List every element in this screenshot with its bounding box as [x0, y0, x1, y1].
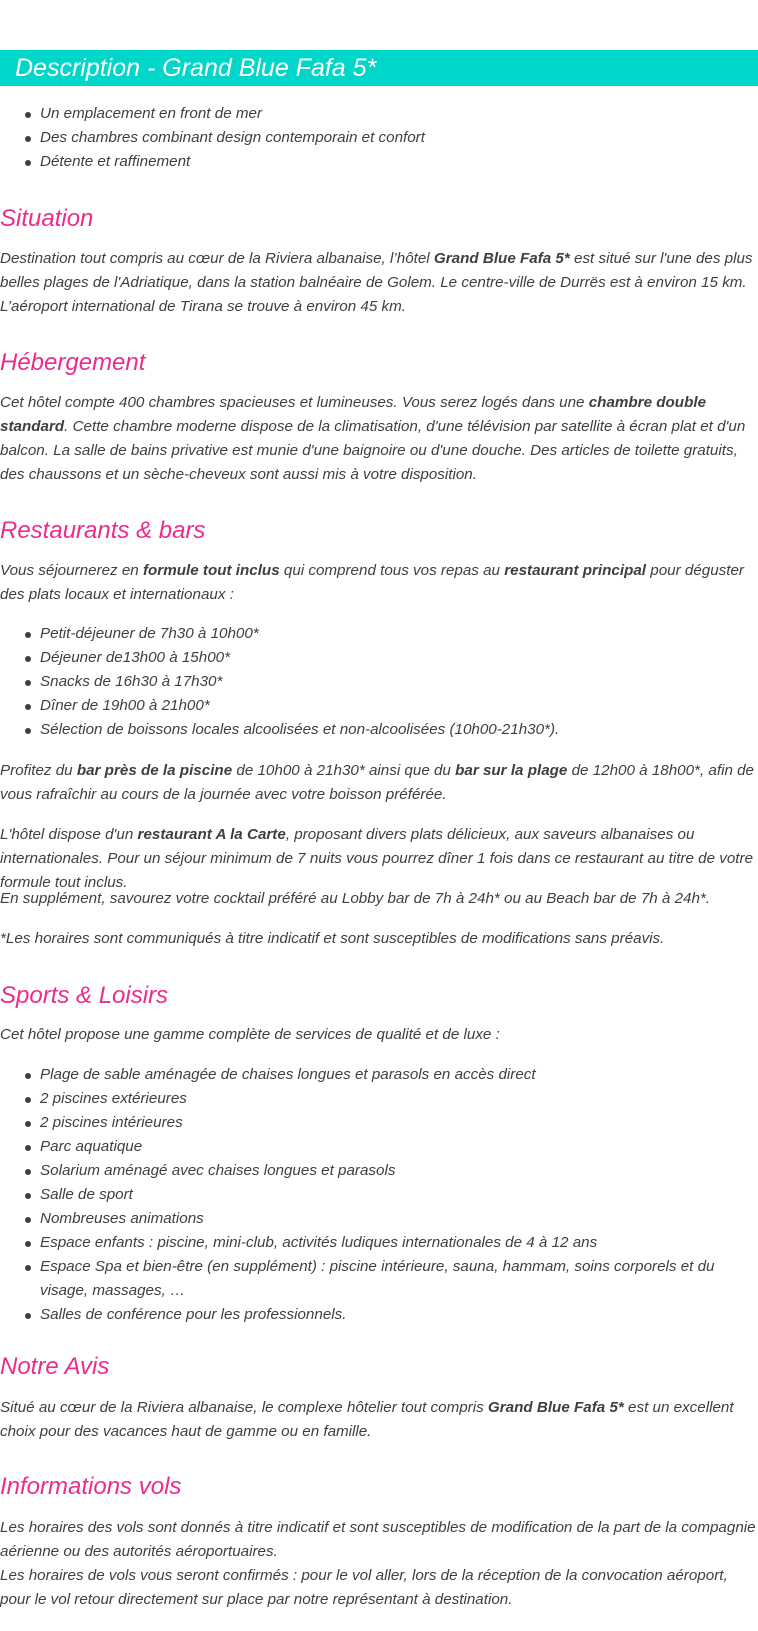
list-item: 2 piscines extérieures: [0, 1087, 758, 1111]
list-item: Sélection de boissons locales alcoolisées et non-alcoolisées (10h00-21h30*).: [0, 718, 758, 742]
highlights-list: [0, 102, 758, 174]
section-title-vols: Informations vols: [0, 1473, 182, 1500]
list-item: Des chambres combinant design contemporain et confort: [0, 126, 758, 150]
hotel-name: Grand Blue Fafa 5*: [487, 1399, 624, 1416]
supplement-paragraph: En supplément, savourez votre cocktail préféré au Lobby bar de 7h à 24h* ou au Beach bar de 7h à 24h*.: [0, 890, 711, 907]
avis-paragraph: Situé au cœur de la Riviera albanaise, le complexe hôtelier tout compris Grand Blue Fafa 5* est un excellent choix pour des vacances haut de gamme ou en famille.: [0, 1399, 734, 1440]
section-title-situation: Situation: [0, 205, 94, 232]
list-item: Déjeuner de13h00 à 15h00*: [0, 646, 758, 670]
description-header-banner: [0, 50, 758, 86]
vols-paragraph-2: Les horaires de vols vous seront confirmés : pour le vol aller, lors de la réception de la convocation aéroport, pour le vol retour directement sur place par notre représentant à destination.: [0, 1567, 728, 1608]
situation-paragraph: Destination tout compris au cœur de la Riviera albanaise, l’hôtel Grand Blue Fafa 5* est situé sur l'une des plus belles plages de l'Adriatique, dans la station balnéaire de Golem. Le centre-ville de Durrës est à environ 15 km. L’aéroport international de Tirana se trouve à environ 45 km.: [0, 250, 753, 315]
hebergement-paragraph: Cet hôtel compte 400 chambres spacieuses et lumineuses. Vous serez logés dans une chambre double standard. Cette chambre moderne dispose de la climatisation, d'une télévision par satellite à écran plat et d'un balcon. La salle de bains privative est munie d'une baignoire ou d'une douche. Des articles de toilette gratuits, des chaussons et un sèche-cheveux sont aussi mis à votre disposition.: [0, 394, 746, 483]
bars-paragraph: Profitez du bar près de la piscine de 10h00 à 21h30* ainsi que du bar sur la plage de 12h00 à 18h00*, afin de vous rafraîchir au cours de la journée avec votre boisson préférée.: [0, 762, 755, 803]
page-title: Description - Grand Blue Fafa 5*: [15, 54, 377, 82]
list-item: Salle de sport: [0, 1183, 758, 1207]
list-item: Solarium aménagé avec chaises longues et parasols: [0, 1159, 758, 1183]
list-item: Un emplacement en front de mer: [0, 102, 758, 126]
list-item: Petit-déjeuner de 7h30 à 10h00*: [0, 622, 758, 646]
list-item: Dîner de 19h00 à 21h00*: [0, 694, 758, 718]
section-title-restaurants: Restaurants & bars: [0, 517, 206, 544]
section-title-hebergement: Hébergement: [0, 349, 146, 376]
list-item: Plage de sable aménagée de chaises longues et parasols en accès direct: [0, 1063, 758, 1087]
list-item: Salles de conférence pour les professionnels.: [0, 1303, 758, 1327]
section-title-sports: Sports & Loisirs: [0, 982, 169, 1009]
list-item: Espace enfants : piscine, mini-club, activités ludiques internationales de 4 à 12 ans: [0, 1231, 758, 1255]
list-item: 2 piscines intérieures: [0, 1111, 758, 1135]
sports-intro: Cet hôtel propose une gamme complète de services de qualité et de luxe :: [0, 1026, 500, 1043]
schedule-note: *Les horaires sont communiqués à titre indicatif et sont susceptibles de modifications sans préavis.: [0, 930, 665, 947]
vols-paragraph-1: Les horaires des vols sont donnés à titre indicatif et sont susceptibles de modification de la part de la compagnie aérienne ou des autorités aéroportuaires.: [0, 1519, 756, 1560]
list-item: Détente et raffinement: [0, 150, 758, 174]
restaurants-intro: Vous séjournerez en formule tout inclus qui comprend tous vos repas au restaurant principal pour déguster des plats locaux et internationaux :: [0, 562, 744, 603]
meal-schedule-list: [0, 622, 758, 742]
hotel-name: Grand Blue Fafa 5*: [433, 250, 570, 267]
list-item: Espace Spa et bien-être (en supplément) : piscine intérieure, sauna, hammam, soins corporels et du visage, massages, …: [0, 1255, 758, 1303]
list-item: Snacks de 16h30 à 17h30*: [0, 670, 758, 694]
list-item: Parc aquatique: [0, 1135, 758, 1159]
list-item: Nombreuses animations: [0, 1207, 758, 1231]
a-la-carte-paragraph: L'hôtel dispose d'un restaurant A la Carte, proposant divers plats délicieux, aux saveurs albanaises ou internationales. Pour un séjour minimum de 7 nuits vous pourrez dîner 1 fois dans ce restaurant au titre de votre formule tout inclus.: [0, 826, 754, 891]
sports-list: [0, 1063, 758, 1327]
section-title-avis: Notre Avis: [0, 1353, 110, 1380]
room-type: chambre double standard: [0, 394, 707, 435]
